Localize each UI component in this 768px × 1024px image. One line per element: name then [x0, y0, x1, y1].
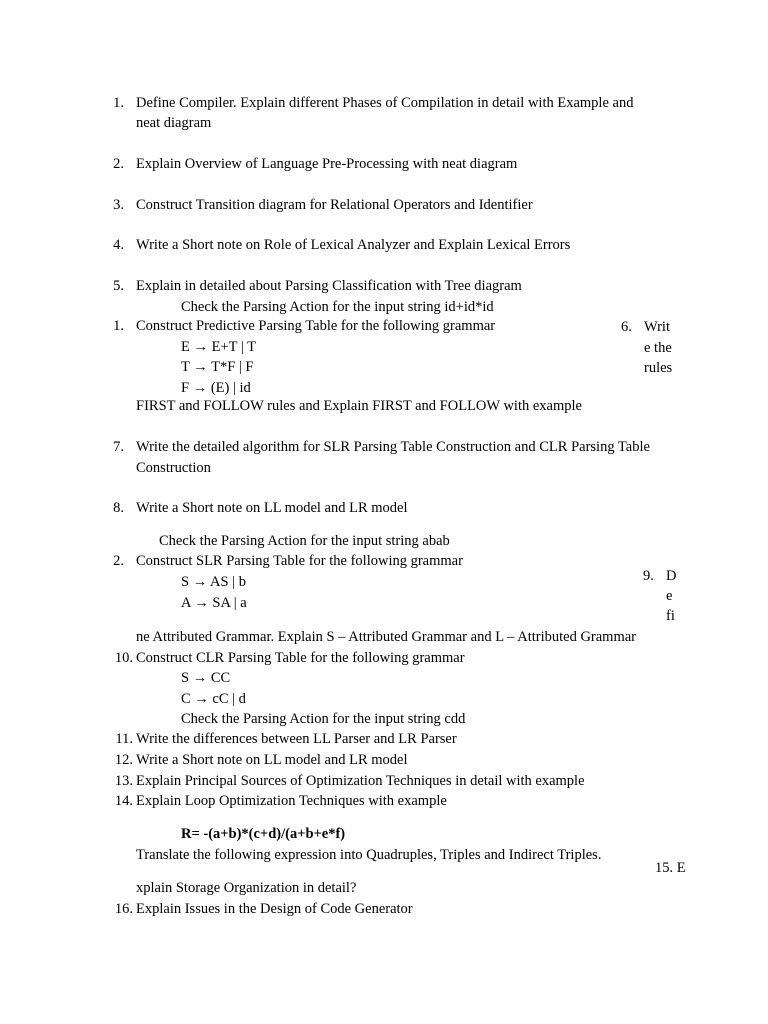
question-1-line-1: Define Compiler. Explain different Phases of Compilation in detail with Example and	[136, 95, 634, 111]
item-number: 10.	[114, 650, 133, 666]
question-11: Write the differences between LL Parser and LR Parser	[136, 731, 457, 747]
item-number: 16.	[114, 901, 133, 917]
question-2: Explain Overview of Language Pre-Processing with neat diagram	[136, 156, 518, 172]
predictive-parsing-question: Construct Predictive Parsing Table for the following grammar	[136, 318, 496, 334]
question-5: Explain in detailed about Parsing Classification with Tree diagram	[136, 278, 522, 294]
question-1-line-2: neat diagram	[136, 115, 212, 131]
grammar-2-rule-1: S → AS | b	[181, 574, 246, 590]
question-4: Write a Short note on Role of Lexical Analyzer and Explain Lexical Errors	[136, 237, 571, 253]
question-14: Explain Loop Optimization Techniques with example	[136, 793, 447, 809]
grammar-1-rule-3: F → (E) | id	[181, 380, 251, 396]
item-number: 2.	[113, 553, 124, 569]
item-number: 14.	[114, 793, 133, 809]
first-follow-line: FIRST and FOLLOW rules and Explain FIRST and FOLLOW with example	[136, 398, 582, 414]
question-7-line-2: Construction	[136, 460, 211, 476]
question-9-fragment-2: e	[666, 588, 673, 604]
question-15-fragment-2: xplain Storage Organization in detail?	[136, 880, 357, 896]
check-parsing-line-2: Check the Parsing Action for the input string abab	[159, 533, 450, 549]
question-12: Write a Short note on LL model and LR model	[136, 752, 408, 768]
question-6-fragment-3: rules	[644, 360, 673, 376]
question-15-fragment-1: 15. E	[655, 860, 686, 876]
item-number: 11.	[115, 731, 133, 747]
item-number: 1.	[113, 95, 124, 111]
item-number: 9.	[643, 568, 654, 584]
expression: R= -(a+b)*(c+d)/(a+b+e*f)	[181, 826, 346, 842]
item-number: 3.	[113, 197, 124, 213]
item-number: 6.	[621, 319, 632, 335]
item-number: 7.	[113, 439, 124, 455]
item-number: 4.	[113, 237, 124, 253]
question-6-fragment-2: e the	[644, 340, 672, 356]
grammar-2-rule-2: A → SA | a	[181, 595, 247, 611]
grammar-1-rule-1: E → E+T | T	[181, 339, 256, 355]
check-parsing-line-1: Check the Parsing Action for the input string id+id*id	[181, 299, 494, 315]
item-number: 13.	[114, 773, 133, 789]
question-13: Explain Principal Sources of Optimization Techniques in detail with example	[136, 773, 585, 789]
translate-line: Translate the following expression into Quadruples, Triples and Indirect Triples.	[136, 847, 602, 863]
item-number: 5.	[113, 278, 124, 294]
item-number: 2.	[113, 156, 124, 172]
question-3: Construct Transition diagram for Relational Operators and Identifier	[136, 197, 533, 213]
question-16: Explain Issues in the Design of Code Generator	[136, 901, 413, 917]
grammar-3-rule-1: S → CC	[181, 670, 231, 686]
question-6-fragment-1: Writ	[644, 319, 670, 335]
slr-parsing-question: Construct SLR Parsing Table for the following grammar	[136, 553, 463, 569]
item-number: 1.	[113, 318, 124, 334]
check-parsing-line-3: Check the Parsing Action for the input string cdd	[181, 711, 466, 727]
question-8: Write a Short note on LL model and LR model	[136, 500, 408, 516]
question-9-fragment-1: D	[666, 568, 677, 584]
grammar-3-rule-2: C → cC | d	[181, 691, 246, 707]
question-9-fragment-3: fi	[666, 608, 675, 624]
item-number: 8.	[113, 500, 124, 516]
question-7-line-1: Write the detailed algorithm for SLR Parsing Table Construction and CLR Parsing Table	[136, 439, 650, 455]
item-number: 12.	[114, 752, 133, 768]
attributed-grammar-line: ne Attributed Grammar. Explain S – Attributed Grammar and L – Attributed Grammar	[136, 629, 637, 645]
question-10: Construct CLR Parsing Table for the following grammar	[136, 650, 465, 666]
grammar-1-rule-2: T → T*F | F	[181, 359, 254, 375]
